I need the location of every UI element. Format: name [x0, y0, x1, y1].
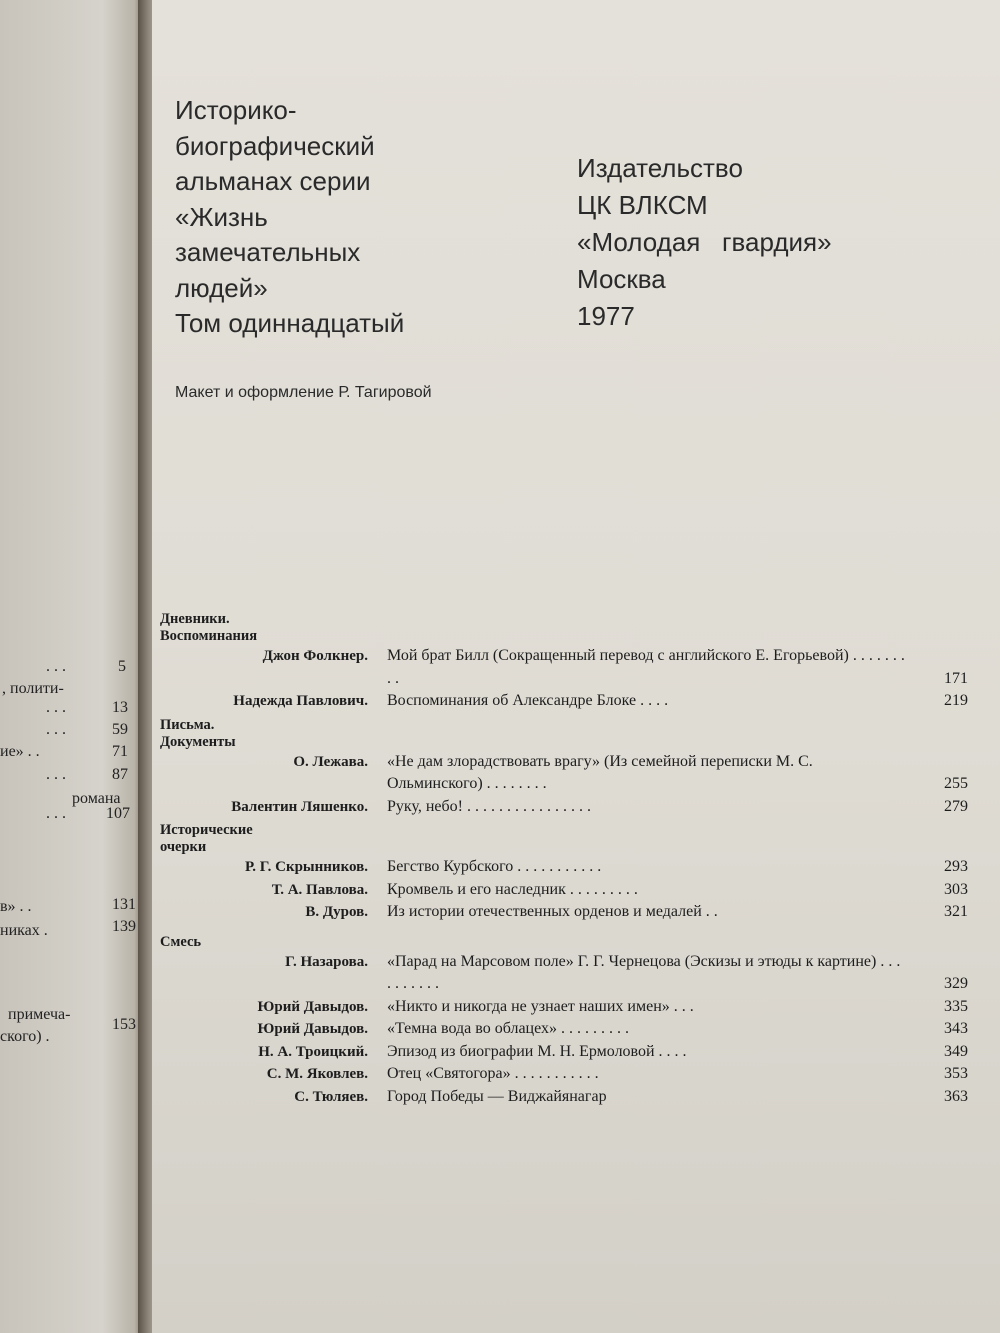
entry-title: «Не дам злорадствовать врагу» (Из семейной переписки М. С. Ольминского) . . . . . . . . — [387, 752, 813, 792]
left-page-number: 13 — [112, 699, 128, 716]
entry-title: Кромвель и его наследник . . . . . . . . . — [387, 880, 638, 898]
publication-year: 1977 — [577, 301, 635, 331]
entry-author: Юрий Давыдов. — [257, 1021, 368, 1037]
entry-author: В. Дуров. — [305, 904, 368, 920]
entry-title: «Темна вода во облацех» . . . . . . . . . — [387, 1020, 630, 1037]
left-line: ие» . . — [0, 743, 40, 760]
left-line: . . . — [46, 721, 66, 738]
entry-page: 353 — [944, 1065, 968, 1082]
toc-entry — [160, 645, 980, 690]
entry-author: С. М. Яковлев. — [266, 1066, 368, 1082]
table-of-contents — [160, 607, 980, 1108]
left-line: в» . . — [0, 898, 32, 915]
entry-author: Г. Назарова. — [285, 953, 368, 970]
entry-page: 363 — [944, 1087, 968, 1105]
design-credit: Макет и оформление Р. Тагировой — [175, 384, 432, 401]
toc-entry — [160, 751, 980, 796]
left-line: ского) . — [0, 1028, 50, 1045]
entry-page: 335 — [944, 997, 968, 1015]
section-title: Смесь — [160, 933, 202, 950]
series-line: биографический — [175, 130, 375, 161]
series-line: замечательных — [175, 237, 361, 267]
entry-title: «Парад на Марсовом поле» Г. Г. Чернецова (Эскизы и этюды к картине) . . . . . . . . . . — [387, 952, 901, 992]
entry-author: Т. А. Павлова. — [271, 881, 368, 898]
publisher-line: ЦК ВЛКСМ — [577, 190, 708, 220]
toc-entry — [160, 1018, 980, 1041]
series-line: Историко- — [175, 95, 297, 125]
left-line: . . . — [46, 658, 66, 675]
toc-entry — [160, 879, 980, 902]
series-line: альманах серии — [175, 166, 371, 196]
left-line: . . . — [46, 766, 66, 783]
left-page-number: 5 — [118, 658, 126, 675]
entry-author: Валентин Ляшенко. — [231, 798, 368, 815]
entry-title: Отец «Святогора» . . . . . . . . . . . — [387, 1065, 599, 1082]
left-line: , полити- — [2, 680, 64, 697]
left-line: примеча- — [8, 1006, 71, 1023]
entry-page: 255 — [944, 775, 968, 792]
publisher-line: «Молодая гвардия» — [577, 227, 832, 257]
left-page-number: 139 — [112, 918, 136, 935]
left-line: никах . — [0, 922, 48, 939]
left-line: . . . — [46, 805, 66, 822]
toc-entry — [160, 901, 980, 924]
left-page-number: 71 — [112, 743, 128, 760]
volume-line: Том одиннадцатый — [175, 308, 405, 338]
entry-page: 343 — [944, 1020, 968, 1037]
section-title: Письма. Документы — [160, 716, 236, 750]
left-page-number: 87 — [112, 766, 128, 783]
toc-entry — [160, 1086, 980, 1109]
entry-title: Воспоминания об Александре Блоке . . . . — [387, 692, 669, 709]
entry-page: 171 — [944, 669, 968, 687]
left-line: . . . — [46, 699, 66, 716]
toc-entry — [160, 796, 980, 819]
toc-entry — [160, 996, 980, 1019]
series-block — [175, 93, 404, 342]
entry-author: О. Лежава. — [293, 753, 368, 770]
entry-page: 329 — [944, 975, 968, 992]
publisher-block — [577, 150, 832, 335]
entry-title: Руку, небо! . . . . . . . . . . . . . . . . — [387, 797, 591, 815]
entry-author: Н. А. Троицкий. — [258, 1043, 368, 1060]
entry-title: Бегство Курбского . . . . . . . . . . . — [387, 858, 602, 875]
entry-title: «Никто и никогда не узнает наших имен» . . . — [387, 997, 694, 1015]
entry-page: 349 — [944, 1042, 968, 1060]
entry-author: Надежда Павлович. — [233, 693, 368, 709]
toc-entry — [160, 690, 980, 713]
entry-page: 293 — [944, 858, 968, 875]
entry-title: Мой брат Билл (Сокращенный перевод с английского Е. Егорьевой) . . . . . . . . . — [387, 647, 905, 687]
entry-page: 219 — [944, 692, 968, 709]
entry-author: Р. Г. Скрынников. — [244, 859, 368, 875]
entry-title: Город Победы — Виджайянагар — [387, 1087, 607, 1105]
section-title: Дневники. Воспоминания — [160, 611, 258, 644]
toc-entry — [160, 1063, 980, 1086]
publisher-city: Москва — [577, 264, 666, 294]
entry-title: Из истории отечественных орденов и медалей . . — [387, 903, 718, 920]
publisher-line: Издательство — [577, 153, 743, 183]
entry-author: Юрий Давыдов. — [257, 998, 368, 1015]
section-title: Исторические очерки — [160, 822, 253, 855]
toc-entry — [160, 1041, 980, 1064]
entry-author: С. Тюляев. — [294, 1088, 368, 1105]
left-line: романа — [72, 790, 121, 807]
toc-entry — [160, 856, 980, 879]
entry-page: 321 — [944, 903, 968, 920]
entry-author: Джон Фолкнер. — [262, 648, 368, 664]
entry-title: Эпизод из биографии М. Н. Ермоловой . . . . — [387, 1042, 687, 1060]
left-page-number: 107 — [106, 805, 130, 822]
left-page-number: 153 — [112, 1016, 136, 1033]
left-page-number: 131 — [112, 896, 136, 913]
toc-entry — [160, 951, 980, 996]
entry-page: 279 — [944, 797, 968, 815]
series-line: людей» — [175, 272, 268, 303]
right-page — [152, 0, 1000, 1333]
entry-page: 303 — [944, 880, 968, 898]
left-page — [0, 0, 146, 1333]
left-page-number: 59 — [112, 721, 128, 738]
series-line: «Жизнь — [175, 201, 268, 232]
